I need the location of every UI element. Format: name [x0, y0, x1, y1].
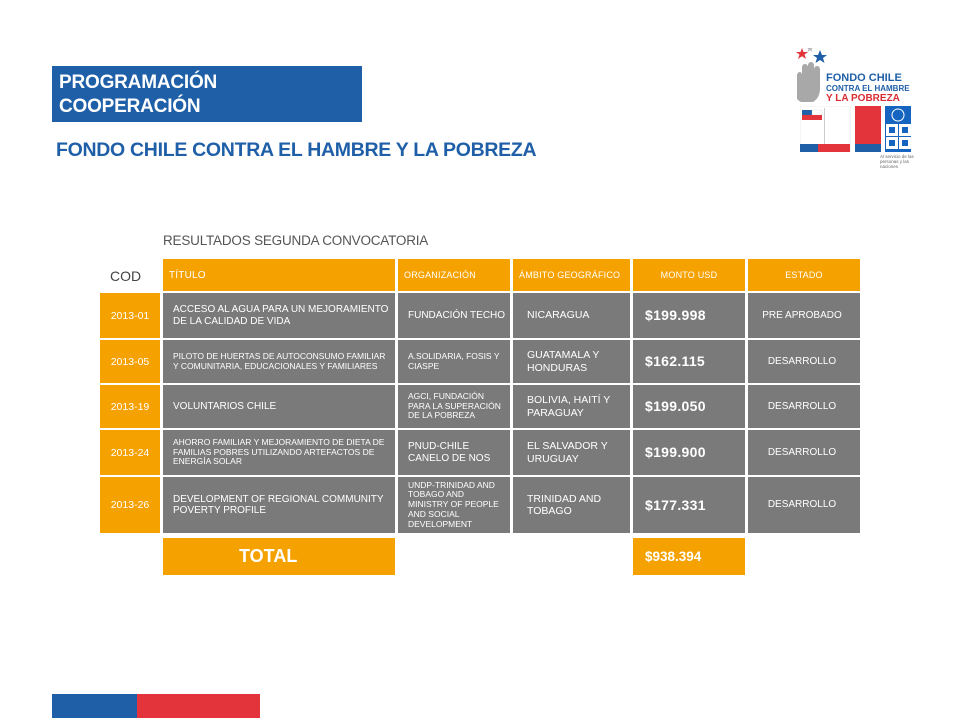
- row-amount: $199.998: [633, 293, 745, 338]
- cod-column-label: COD: [110, 268, 142, 284]
- total-label: TOTAL: [163, 538, 395, 575]
- footer-bar-red: [137, 694, 260, 718]
- pnud-tagline: Al servicio de las personas y las naciones: [880, 154, 914, 169]
- row-organization: AGCI, FUNDACIÓN PARA LA SUPERACIÓN DE LA POBREZA: [398, 385, 510, 428]
- row-title: AHORRO FAMILIAR Y MEJORAMIENTO DE DIETA DE FAMILIAS POBRES UTILIZANDO ARTEFACTOS DE ENERGÍA SOLAR: [163, 430, 395, 475]
- footer-bar-blue: [52, 694, 137, 718]
- row-code: 2013-26: [100, 477, 160, 533]
- hand-stars-icon: [793, 48, 827, 104]
- row-amount: $199.050: [633, 385, 745, 428]
- row-code: 2013-24: [100, 430, 160, 475]
- row-title: VOLUNTARIOS CHILE: [163, 385, 395, 428]
- header-titulo: TÍTULO: [163, 259, 395, 291]
- header-monto: MONTO USD: [633, 259, 745, 291]
- row-amount: $162.115: [633, 340, 745, 383]
- row-organization: PNUD-CHILE CANELO DE NOS: [398, 430, 510, 475]
- row-state: DESARROLLO: [748, 477, 860, 533]
- row-state: PRE APROBADO: [748, 293, 860, 338]
- fondo-chile-logo: [790, 30, 920, 180]
- logo-text-line-2: CONTRA EL HAMBRE: [826, 84, 910, 93]
- row-title: PILOTO DE HUERTAS DE AUTOCONSUMO FAMILIAR Y COMUNITARIA, EDUCACIONALES Y FAMILIARES: [163, 340, 395, 383]
- partner-seals-icon: [800, 106, 912, 152]
- row-amount: $177.331: [633, 477, 745, 533]
- row-organization: FUNDACIÓN TECHO: [398, 293, 510, 338]
- row-geography: NICARAGUA: [513, 293, 630, 338]
- row-title: DEVELOPMENT OF REGIONAL COMMUNITY POVERTY PROFILE: [163, 477, 395, 533]
- header-organizacion: ORGANIZACIÓN: [398, 259, 510, 291]
- row-amount: $199.900: [633, 430, 745, 475]
- title-line-2a: SUR-SUR: [59, 120, 150, 141]
- row-code: 2013-19: [100, 385, 160, 428]
- row-geography: TRINIDAD AND TOBAGO: [513, 477, 630, 533]
- row-geography: GUATAMALA Y HONDURAS: [513, 340, 630, 383]
- title-line-1: PROGRAMACIÓN COOPERACIÓN: [59, 72, 218, 117]
- total-amount: $938.394: [633, 538, 745, 575]
- row-state: DESARROLLO: [748, 385, 860, 428]
- header-estado: ESTADO: [748, 259, 860, 291]
- table-caption: RESULTADOS SEGUNDA CONVOCATORIA: [163, 233, 429, 248]
- row-code: 2013-05: [100, 340, 160, 383]
- row-state: DESARROLLO: [748, 430, 860, 475]
- page-subtitle: FONDO CHILE CONTRA EL HAMBRE Y LA POBREZA: [56, 139, 537, 161]
- row-organization: A.SOLIDARIA, FOSIS Y CIASPE: [398, 340, 510, 383]
- presentation-title-box: [52, 66, 362, 141]
- row-title: ACCESO AL AGUA PARA UN MEJORAMIENTO DE LA CALIDAD DE VIDA: [163, 293, 395, 338]
- row-geography: BOLIVIA, HAITÍ Y PARAGUAY: [513, 385, 630, 428]
- title-line-2b: (SUBTITULO 24): [149, 120, 295, 141]
- header-ambito: ÁMBITO GEOGRÁFICO: [513, 259, 630, 291]
- row-geography: EL SALVADOR Y URUGUAY: [513, 430, 630, 475]
- logo-text-line-1: FONDO CHILE: [826, 72, 902, 84]
- row-code: 2013-01: [100, 293, 160, 338]
- row-organization: UNDP-TRINIDAD AND TOBAGO AND MINISTRY OF PEOPLE AND SOCIAL DEVELOPMENT: [398, 477, 510, 533]
- logo-text-line-3: Y LA POBREZA: [826, 93, 900, 104]
- row-state: DESARROLLO: [748, 340, 860, 383]
